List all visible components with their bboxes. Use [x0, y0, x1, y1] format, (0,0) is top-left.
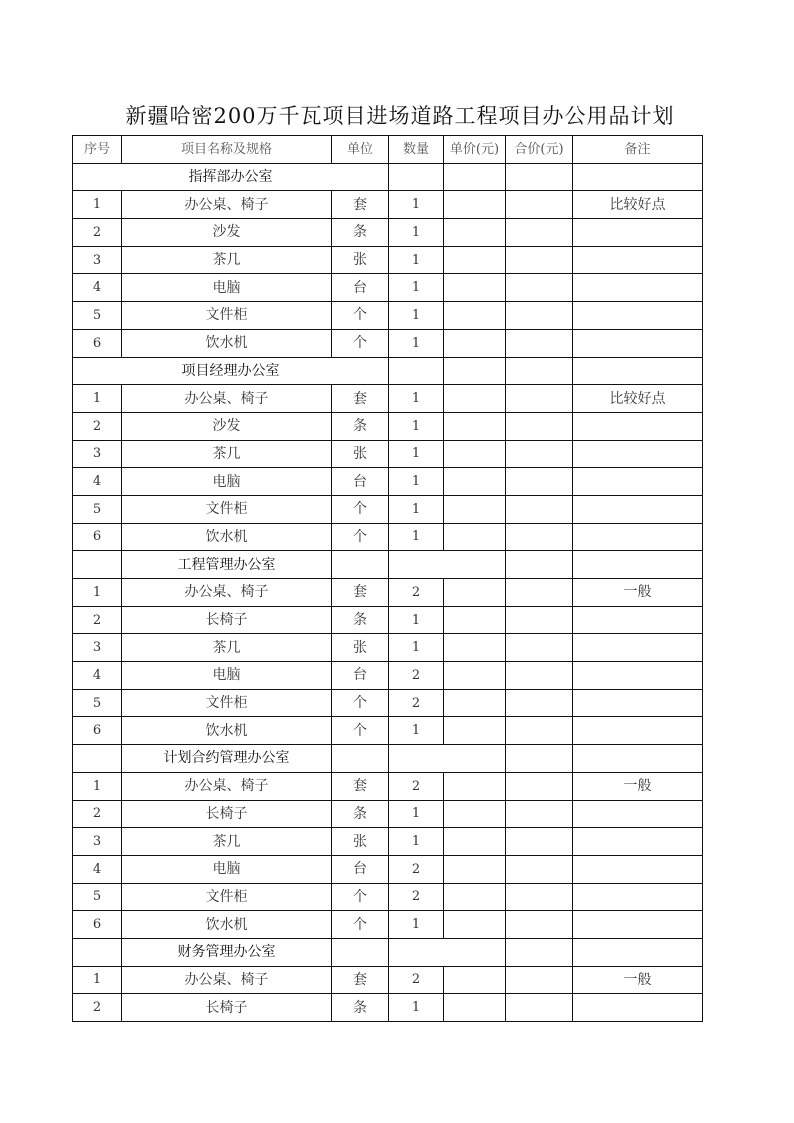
item-unit: 条: [332, 412, 389, 440]
item-total-price: [506, 579, 573, 607]
item-total-price: [506, 966, 573, 994]
item-note: [573, 800, 703, 828]
item-note: [573, 523, 703, 551]
table-row: [73, 274, 703, 302]
item-total-price: [506, 274, 573, 302]
item-unit: 条: [332, 219, 389, 247]
item-seq: 3: [73, 246, 122, 274]
section-title: 项目经理办公室: [73, 357, 389, 385]
item-name: 文件柜: [122, 302, 332, 330]
item-unit: 套: [332, 385, 389, 413]
item-unit-price: [444, 191, 506, 219]
table-row: [73, 911, 703, 939]
item-name: 办公桌、椅子: [122, 191, 332, 219]
item-name: 电脑: [122, 274, 332, 302]
item-total-price: [506, 800, 573, 828]
empty-cell: [573, 163, 703, 191]
empty-cell: [506, 745, 573, 773]
item-seq: 4: [73, 274, 122, 302]
item-qty: 1: [389, 523, 444, 551]
item-name: 沙发: [122, 219, 332, 247]
empty-cell: [444, 357, 506, 385]
item-total-price: [506, 634, 573, 662]
item-note: [573, 634, 703, 662]
section-title: 工程管理办公室: [122, 551, 332, 579]
header-note: 备注: [573, 136, 703, 164]
item-total-price: [506, 662, 573, 690]
item-qty: 1: [389, 191, 444, 219]
item-total-price: [506, 828, 573, 856]
table-row: [73, 329, 703, 357]
item-qty: 1: [389, 495, 444, 523]
item-note: [573, 994, 703, 1022]
item-seq: 5: [73, 495, 122, 523]
item-note: [573, 828, 703, 856]
item-seq: 2: [73, 219, 122, 247]
section-row: [73, 163, 703, 191]
item-seq: 5: [73, 689, 122, 717]
empty-cell: [573, 745, 703, 773]
item-name: 茶几: [122, 440, 332, 468]
item-unit: 个: [332, 523, 389, 551]
item-note: [573, 689, 703, 717]
item-unit: 张: [332, 634, 389, 662]
item-seq: 2: [73, 606, 122, 634]
item-seq: 2: [73, 800, 122, 828]
item-unit: 台: [332, 468, 389, 496]
empty-cell: [73, 938, 122, 966]
item-qty: 1: [389, 440, 444, 468]
item-qty: 2: [389, 883, 444, 911]
item-qty: 2: [389, 855, 444, 883]
item-seq: 3: [73, 440, 122, 468]
item-qty: 1: [389, 717, 444, 745]
section-title: 财务管理办公室: [122, 938, 332, 966]
item-note: [573, 329, 703, 357]
table-row: [73, 994, 703, 1022]
table-row: [73, 717, 703, 745]
item-unit: 条: [332, 994, 389, 1022]
item-unit: 个: [332, 302, 389, 330]
item-unit: 条: [332, 800, 389, 828]
header-row: [73, 136, 703, 164]
item-name: 茶几: [122, 246, 332, 274]
table-row: [73, 412, 703, 440]
item-unit-price: [444, 966, 506, 994]
item-qty: 1: [389, 828, 444, 856]
item-note: [573, 412, 703, 440]
item-unit-price: [444, 883, 506, 911]
item-qty: 1: [389, 412, 444, 440]
item-unit-price: [444, 606, 506, 634]
table-row: [73, 855, 703, 883]
item-unit: 个: [332, 495, 389, 523]
item-unit-price: [444, 911, 506, 939]
item-unit-price: [444, 717, 506, 745]
item-qty: 2: [389, 662, 444, 690]
item-total-price: [506, 329, 573, 357]
table-row: [73, 468, 703, 496]
item-seq: 4: [73, 855, 122, 883]
item-unit-price: [444, 385, 506, 413]
empty-cell: [332, 745, 389, 773]
item-unit-price: [444, 468, 506, 496]
item-name: 长椅子: [122, 606, 332, 634]
table-row: [73, 246, 703, 274]
item-qty: 1: [389, 994, 444, 1022]
table-row: [73, 966, 703, 994]
item-unit: 套: [332, 579, 389, 607]
item-total-price: [506, 468, 573, 496]
item-seq: 6: [73, 329, 122, 357]
empty-cell: [573, 938, 703, 966]
table-row: [73, 191, 703, 219]
header-seq: 序号: [73, 136, 122, 164]
item-total-price: [506, 717, 573, 745]
item-seq: 5: [73, 883, 122, 911]
item-note: [573, 855, 703, 883]
item-unit-price: [444, 634, 506, 662]
empty-cell: [389, 938, 506, 966]
table-row: [73, 302, 703, 330]
item-unit-price: [444, 772, 506, 800]
item-total-price: [506, 385, 573, 413]
item-total-price: [506, 911, 573, 939]
item-qty: 1: [389, 468, 444, 496]
item-unit-price: [444, 828, 506, 856]
item-seq: 4: [73, 662, 122, 690]
table-body: [73, 136, 703, 1022]
item-unit: 个: [332, 911, 389, 939]
section-row: [73, 938, 703, 966]
table-row: [73, 606, 703, 634]
header-unit: 单位: [332, 136, 389, 164]
item-note: [573, 302, 703, 330]
item-name: 文件柜: [122, 883, 332, 911]
item-name: 饮水机: [122, 329, 332, 357]
table-row: [73, 385, 703, 413]
header-name: 项目名称及规格: [122, 136, 332, 164]
item-seq: 1: [73, 191, 122, 219]
item-seq: 2: [73, 412, 122, 440]
item-note: [573, 440, 703, 468]
item-unit-price: [444, 302, 506, 330]
item-name: 办公桌、椅子: [122, 772, 332, 800]
header-qty: 数量: [389, 136, 444, 164]
item-qty: 1: [389, 606, 444, 634]
item-total-price: [506, 440, 573, 468]
empty-cell: [73, 551, 122, 579]
header-unit-price: 单价(元): [444, 136, 506, 164]
item-unit: 台: [332, 662, 389, 690]
table-row: [73, 800, 703, 828]
empty-cell: [506, 357, 573, 385]
item-note: [573, 911, 703, 939]
office-supplies-table: [72, 135, 703, 1022]
item-note: [573, 662, 703, 690]
item-seq: 6: [73, 717, 122, 745]
empty-cell: [73, 745, 122, 773]
item-unit: 套: [332, 191, 389, 219]
item-unit-price: [444, 329, 506, 357]
table-row: [73, 883, 703, 911]
item-unit-price: [444, 662, 506, 690]
item-qty: 1: [389, 911, 444, 939]
page-title: 新疆哈密200万千瓦项目进场道路工程项目办公用品计划: [125, 104, 675, 128]
item-unit-price: [444, 994, 506, 1022]
item-unit: 个: [332, 717, 389, 745]
section-row: [73, 745, 703, 773]
table-row: [73, 440, 703, 468]
item-note: [573, 883, 703, 911]
item-seq: 3: [73, 634, 122, 662]
item-name: 沙发: [122, 412, 332, 440]
item-total-price: [506, 994, 573, 1022]
empty-cell: [573, 551, 703, 579]
item-unit-price: [444, 523, 506, 551]
item-unit: 台: [332, 274, 389, 302]
item-note: [573, 219, 703, 247]
item-unit-price: [444, 800, 506, 828]
item-qty: 2: [389, 689, 444, 717]
item-name: 电脑: [122, 662, 332, 690]
table-row: [73, 219, 703, 247]
item-note: 一般: [573, 579, 703, 607]
item-total-price: [506, 302, 573, 330]
item-unit: 个: [332, 883, 389, 911]
item-total-price: [506, 883, 573, 911]
item-name: 饮水机: [122, 717, 332, 745]
item-total-price: [506, 495, 573, 523]
item-name: 办公桌、椅子: [122, 966, 332, 994]
table-row: [73, 662, 703, 690]
item-note: [573, 274, 703, 302]
item-name: 饮水机: [122, 911, 332, 939]
item-unit-price: [444, 495, 506, 523]
item-note: 比较好点: [573, 385, 703, 413]
item-seq: 3: [73, 828, 122, 856]
item-unit-price: [444, 579, 506, 607]
item-note: [573, 468, 703, 496]
empty-cell: [506, 163, 573, 191]
item-unit: 张: [332, 828, 389, 856]
table-row: [73, 523, 703, 551]
empty-cell: [389, 163, 444, 191]
item-qty: 1: [389, 634, 444, 662]
item-note: 一般: [573, 966, 703, 994]
table-row: [73, 828, 703, 856]
item-total-price: [506, 219, 573, 247]
empty-cell: [444, 163, 506, 191]
item-seq: 2: [73, 994, 122, 1022]
item-unit: 张: [332, 246, 389, 274]
item-total-price: [506, 412, 573, 440]
item-qty: 1: [389, 274, 444, 302]
item-name: 文件柜: [122, 689, 332, 717]
item-note: [573, 606, 703, 634]
item-note: [573, 495, 703, 523]
item-unit: 套: [332, 772, 389, 800]
item-unit-price: [444, 274, 506, 302]
item-unit: 个: [332, 689, 389, 717]
item-seq: 6: [73, 911, 122, 939]
item-name: 文件柜: [122, 495, 332, 523]
item-total-price: [506, 855, 573, 883]
item-total-price: [506, 523, 573, 551]
item-seq: 5: [73, 302, 122, 330]
item-unit-price: [444, 219, 506, 247]
header-total-price: 合价(元): [506, 136, 573, 164]
item-unit: 台: [332, 855, 389, 883]
item-qty: 1: [389, 385, 444, 413]
table-row: [73, 634, 703, 662]
item-seq: 6: [73, 523, 122, 551]
item-unit: 张: [332, 440, 389, 468]
table-row: [73, 772, 703, 800]
item-name: 长椅子: [122, 800, 332, 828]
empty-cell: [389, 551, 506, 579]
item-seq: 1: [73, 579, 122, 607]
item-qty: 1: [389, 302, 444, 330]
item-total-price: [506, 689, 573, 717]
item-unit-price: [444, 689, 506, 717]
empty-cell: [573, 357, 703, 385]
empty-cell: [506, 551, 573, 579]
section-row: [73, 357, 703, 385]
item-name: 茶几: [122, 634, 332, 662]
item-seq: 1: [73, 385, 122, 413]
item-name: 长椅子: [122, 994, 332, 1022]
item-total-price: [506, 606, 573, 634]
item-qty: 2: [389, 579, 444, 607]
item-note: [573, 717, 703, 745]
item-qty: 1: [389, 329, 444, 357]
item-name: 饮水机: [122, 523, 332, 551]
empty-cell: [506, 938, 573, 966]
item-total-price: [506, 246, 573, 274]
item-seq: 4: [73, 468, 122, 496]
item-unit: 个: [332, 329, 389, 357]
item-qty: 1: [389, 246, 444, 274]
empty-cell: [389, 745, 506, 773]
item-qty: 2: [389, 772, 444, 800]
table-row: [73, 495, 703, 523]
item-total-price: [506, 191, 573, 219]
item-total-price: [506, 772, 573, 800]
item-unit-price: [444, 440, 506, 468]
item-qty: 2: [389, 966, 444, 994]
empty-cell: [332, 551, 389, 579]
item-unit: 套: [332, 966, 389, 994]
item-name: 茶几: [122, 828, 332, 856]
item-seq: 1: [73, 772, 122, 800]
item-name: 电脑: [122, 855, 332, 883]
table-row: [73, 689, 703, 717]
item-unit: 条: [332, 606, 389, 634]
item-unit-price: [444, 412, 506, 440]
item-note: 一般: [573, 772, 703, 800]
item-note: 比较好点: [573, 191, 703, 219]
item-name: 办公桌、椅子: [122, 385, 332, 413]
empty-cell: [332, 938, 389, 966]
item-seq: 1: [73, 966, 122, 994]
item-name: 电脑: [122, 468, 332, 496]
table-row: [73, 579, 703, 607]
empty-cell: [389, 357, 444, 385]
item-qty: 1: [389, 219, 444, 247]
item-unit-price: [444, 246, 506, 274]
item-note: [573, 246, 703, 274]
item-name: 办公桌、椅子: [122, 579, 332, 607]
section-row: [73, 551, 703, 579]
item-unit-price: [444, 855, 506, 883]
item-qty: 1: [389, 800, 444, 828]
section-title: 计划合约管理办公室: [122, 745, 332, 773]
section-title: 指挥部办公室: [73, 163, 389, 191]
